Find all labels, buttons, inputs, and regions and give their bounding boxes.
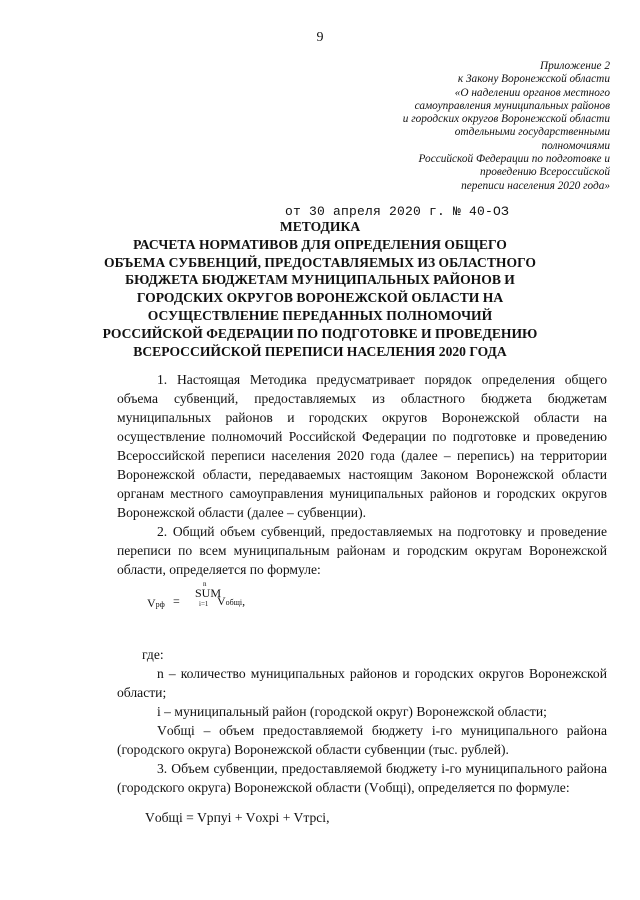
definitions-block — [117, 645, 607, 797]
title-line: ОБЪЕМА СУБВЕНЦИЙ, ПРЕДОСТАВЛЯЕМЫХ ИЗ ОБЛАСТНОГО — [104, 254, 536, 270]
definition-n: n – количество муниципальных районов и городских округов Воронежской области; — [117, 666, 607, 700]
formula-total — [147, 578, 347, 628]
appendix-line: проведению Всероссийской — [479, 166, 610, 179]
title-line: БЮДЖЕТА БЮДЖЕТАМ МУНИЦИПАЛЬНЫХ РАЙОНОВ И — [125, 272, 515, 288]
appendix-line: отдельными государственными — [454, 126, 610, 139]
appendix-line: переписи населения 2020 года» — [461, 179, 610, 192]
formula-subvention: Vобщi = Vрпуi + Vохрi + Vтрсi, — [145, 810, 330, 825]
formula-v-total: Vобщi, — [217, 594, 246, 608]
sum-upper-limit: n — [203, 580, 207, 588]
title-line: ГОРОДСКИХ ОКРУГОВ ВОРОНЕЖСКОЙ ОБЛАСТИ НА — [136, 290, 504, 306]
appendix-line: Приложение 2 — [540, 60, 610, 72]
body-text — [117, 370, 607, 579]
law-date-stamp: от 30 апреля 2020 г. № 40-ОЗ — [285, 204, 510, 219]
title-line: МЕТОДИКА — [279, 219, 361, 234]
title-line: ВСЕРОССИЙСКОЙ ПЕРЕПИСИ НАСЕЛЕНИЯ 2020 ГОДА — [133, 343, 507, 359]
paragraph-3: 3. Объем субвенции, предоставляемой бюджету i-го муниципального района (городского округа) Воронежской области (Vобщi), определяется по формуле: — [117, 761, 607, 795]
appendix-line: самоуправления муниципальных районов — [414, 99, 610, 112]
appendix-line: «О наделении органов местного — [454, 86, 610, 99]
title-line: РОССИЙСКОЙ ФЕДЕРАЦИИ ПО ПОДГОТОВКЕ И ПРОВЕДЕНИЮ — [102, 325, 538, 341]
paragraph-2: 2. Общий объем субвенций, предоставляемых на подготовку и проведение переписи по всем муниципальным районам и городским округам Воронежской области, определяется по формуле: — [117, 524, 607, 577]
appendix-block — [350, 60, 610, 193]
formula-v: Vрф — [147, 596, 165, 610]
appendix-line: и городских округов Воронежской области — [402, 113, 610, 126]
appendix-line: полномочиями — [541, 139, 610, 152]
paragraph-1: 1. Настоящая Методика предусматривает порядок определения общего объема субвенций, предоставляемых из областного бюджета бюджетам муниципальных районов и городских округов Воронежской области на осуществление полномочий Российской Федерации по подготовке и проведению Всероссийской переписи населения 2020 года (далее – перепись) на территории Воронежской области, передаваемых настоящим Законом Воронежской области органам местного самоуправления муниципальных районов и городских округов Воронежской области (далее – субвенции). — [117, 372, 607, 520]
method-title — [0, 218, 640, 360]
title-line: ОСУЩЕСТВЛЕНИЕ ПЕРЕДАННЫХ ПОЛНОМОЧИЙ — [147, 307, 493, 323]
sum-operator: SUM — [195, 586, 222, 600]
appendix-line: к Закону Воронежской области — [457, 73, 610, 86]
definition-vobshchi: Vобщi – объем предоставляемой бюджету i-го муниципального района (городского округа) Воронежской области субвенции (тыс. рублей). — [117, 723, 607, 757]
definition-i: i – муниципальный район (городской округ) Воронежской области; — [157, 704, 547, 719]
sum-lower-limit: i=1 — [199, 600, 209, 608]
appendix-line: Российской Федерации по подготовке и — [418, 153, 610, 166]
where-label: где: — [142, 647, 164, 662]
page-number: 9 — [316, 30, 324, 45]
title-line: РАСЧЕТА НОРМАТИВОВ ДЛЯ ОПРЕДЕЛЕНИЯ ОБЩЕГО — [133, 236, 507, 252]
formula-eq: = — [173, 594, 180, 608]
